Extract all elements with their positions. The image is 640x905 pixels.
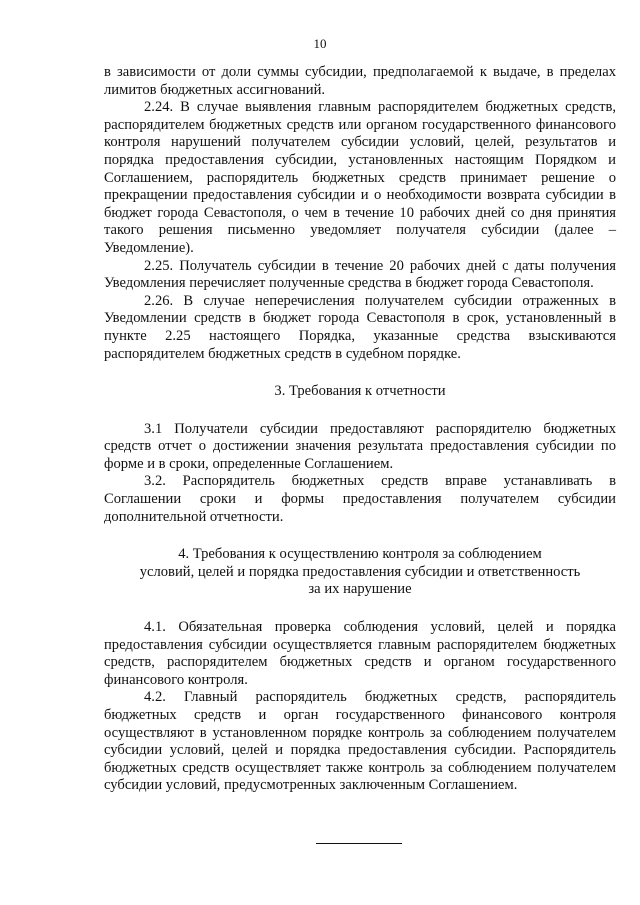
section-4-heading-line-1: 4. Требования к осуществлению контроля за соблюдением — [178, 546, 542, 563]
paragraph-2-26: 2.26. В случае неперечисления получателем субсидии отраженных в Уведомлении средств в бюджет города Севастополя в срок, установленный в пункте 2.25 настоящего Порядка, указанные средства взыскиваются распорядителем бюджетных средств в судебном порядке. — [104, 292, 616, 362]
paragraph-4-2: 4.2. Главный распорядитель бюджетных средств, распорядитель бюджетных средств и орган государственного финансового контроля осуществляют в установленном порядке контроль за соблюдением получателем субсидии условий, целей и порядка предоставления субсидии. Распорядитель бюджетных средств осуществляет также контроль за соблюдением получателем субсидии условий, предусмотренных заключенным Соглашением. — [104, 689, 616, 794]
spacer — [104, 599, 616, 619]
footer-divider-line — [316, 843, 402, 844]
spacer — [104, 401, 616, 421]
page-number: 10 — [313, 36, 327, 51]
paragraph-continuation: в зависимости от доли суммы субсидии, предполагаемой к выдаче, в пределах лимитов бюджетных ассигнований. — [104, 64, 616, 98]
section-4-heading-line-2: условий, целей и порядка предоставления субсидии и ответственность — [139, 563, 581, 580]
paragraph-2-24: 2.24. В случае выявления главным распорядителем бюджетных средств, распорядителем бюджетных средств или органом государственного финансового контроля нарушений получателем субсидии условий, целей, результатов и порядка предоставления субсидии, установленных настоящим Порядком и Соглашением, распорядитель бюджетных средств принимает решение о прекращении предоставления субсидии и о необходимости возврата субсидии в бюджет города Севастополя, о чем в течение 10 рабочих дней со дня принятия такого решения письменно уведомляет получателя субсидии (далее – Уведомление). — [104, 99, 616, 256]
paragraph-3-1: 3.1 Получатели субсидии предоставляют распорядителю бюджетных средств отчет о достижении значения результата предоставления субсидии по форме и в сроки, определенные Соглашением. — [104, 420, 616, 472]
spacer — [104, 363, 616, 383]
document-body — [104, 64, 616, 795]
paragraph-2-25: 2.25. Получатель субсидии в течение 20 рабочих дней с даты получения Уведомления перечисляет полученные средства в бюджет города Севастополя. — [104, 257, 616, 292]
spacer — [104, 526, 616, 546]
section-4-heading-line-3: за их нарушение — [308, 581, 412, 598]
paragraph-4-1: 4.1. Обязательная проверка соблюдения условий, целей и порядка предоставления субсидии осуществляется главным распорядителем бюджетных средств, распорядителем бюджетных средств и органом государственного финансового контроля. — [104, 619, 616, 688]
section-3-heading: 3. Требования к отчетности — [274, 383, 446, 400]
paragraph-3-2: 3.2. Распорядитель бюджетных средств вправе устанавливать в Соглашении сроки и формы предоставления получателем субсидии дополнительной отчетности. — [104, 473, 616, 525]
